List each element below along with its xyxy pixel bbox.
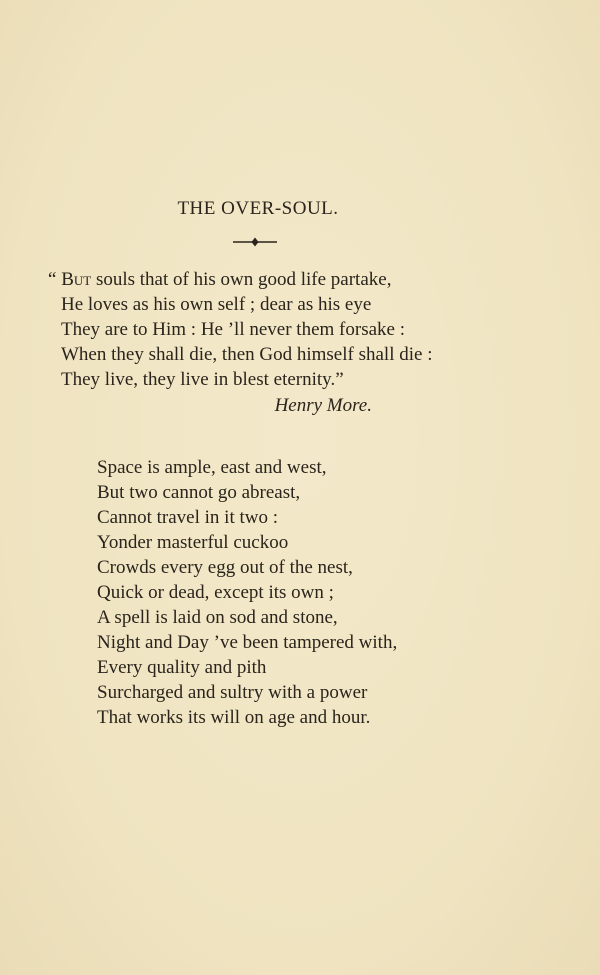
poem-line: Space is ample, east and west, (97, 457, 327, 478)
poem-line: Yonder masterful cuckoo (97, 532, 289, 553)
poem (97, 455, 417, 730)
epigraph (48, 267, 433, 392)
ornament-divider-icon (233, 236, 277, 248)
poem-line: But two cannot go abreast, (97, 482, 301, 503)
poem-line: That works its will on age and hour. (97, 707, 371, 728)
open-quote: “ (48, 269, 62, 290)
epigraph-line: “ But souls that of his own good life partake, (48, 269, 392, 290)
poem-line: Surcharged and sultry with a power (97, 682, 368, 703)
epigraph-line: They are to Him : He ’ll never them forsake : (61, 319, 405, 340)
poem-line: A spell is laid on sod and stone, (97, 607, 338, 628)
epigraph-line: He loves as his own self ; dear as his eye (61, 294, 372, 315)
epigraph-attribution: Henry More. (274, 395, 372, 416)
page-title: THE OVER-SOUL. (177, 198, 339, 219)
poem-line: Night and Day ’ve been tampered with, (97, 632, 398, 653)
poem-line: Quick or dead, except its own ; (97, 582, 334, 603)
poem-line: Cannot travel in it two : (97, 507, 279, 528)
epigraph-line: They live, they live in blest eternity.” (61, 369, 344, 390)
epigraph-first-word: But (61, 269, 92, 290)
poem-line: Every quality and pith (97, 657, 267, 678)
poem-line: Crowds every egg out of the nest, (97, 557, 353, 578)
epigraph-line: When they shall die, then God himself shall die : (61, 344, 433, 365)
